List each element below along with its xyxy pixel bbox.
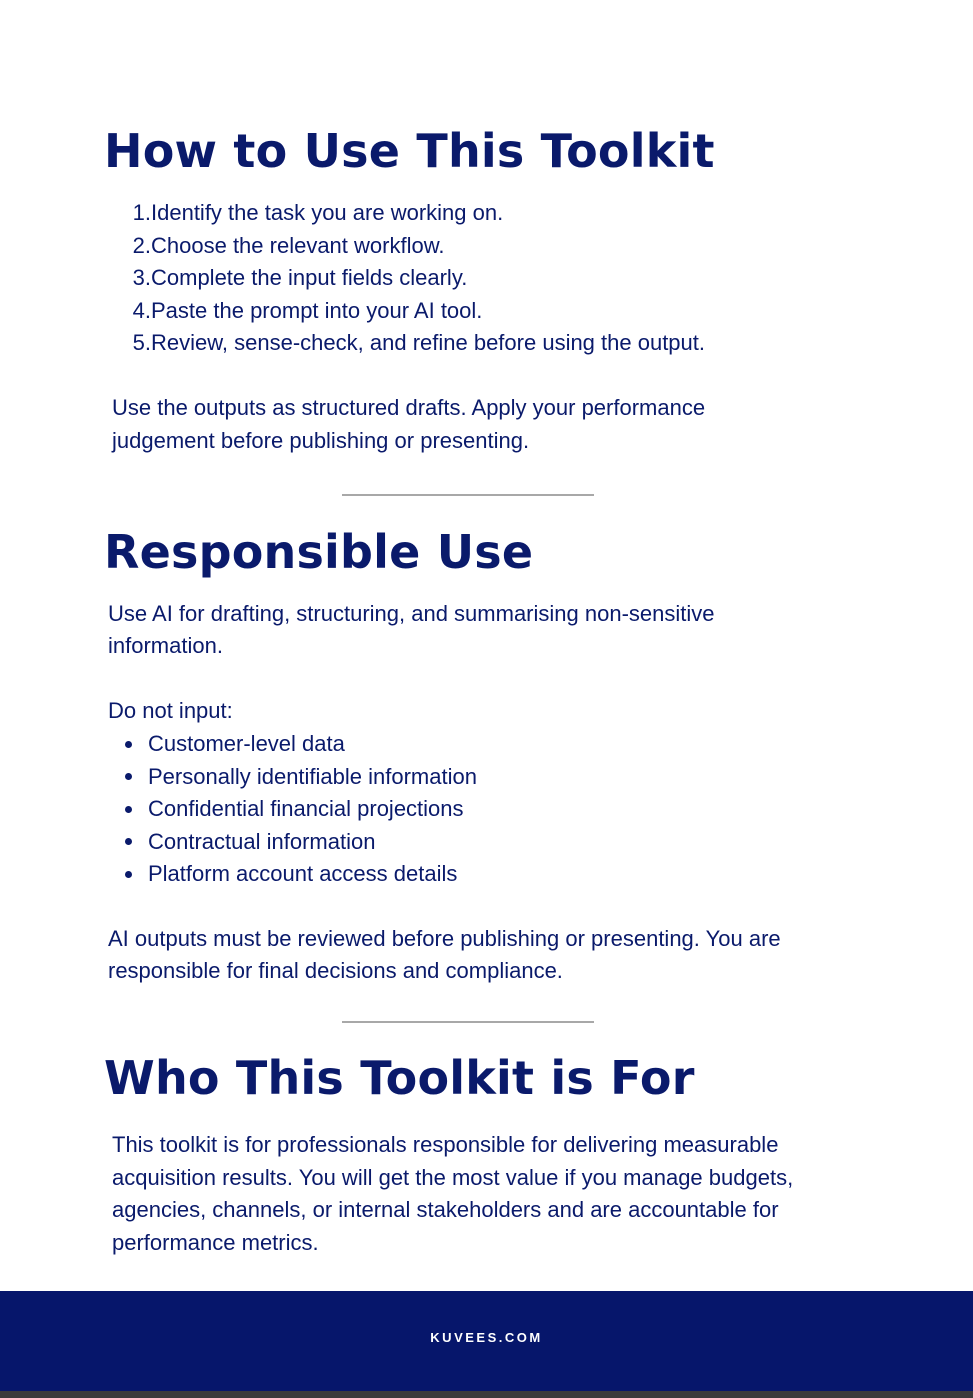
list-item: 4. Paste the prompt into your AI tool.: [132, 297, 483, 323]
steps-list: [113, 197, 705, 360]
usage-note-line-2: judgement before publishing or presenting.: [112, 428, 530, 453]
section-title-who-for: Who This Toolkit is For: [104, 1051, 695, 1105]
section-divider: [342, 494, 594, 496]
bullet-icon: [125, 838, 132, 845]
section-title-responsible-use: Responsible Use: [104, 525, 534, 579]
audience-body-line-4: performance metrics.: [112, 1230, 319, 1255]
list-item: Confidential financial projections: [120, 793, 477, 826]
do-not-input-label: Do not input:: [108, 698, 233, 723]
list-item: Contractual information: [120, 826, 477, 859]
responsible-intro-line-2: information.: [108, 633, 223, 658]
section-title-how-to-use: How to Use This Toolkit: [104, 124, 715, 178]
audience-body-line-3: agencies, channels, or internal stakeholders and are accountable for: [112, 1197, 779, 1222]
usage-note-line-1: Use the outputs as structured drafts. Apply your performance: [112, 395, 706, 420]
responsible-closing-line-2: responsible for final decisions and compliance.: [108, 958, 563, 983]
audience-body-line-1: This toolkit is for professionals responsible for delivering measurable: [112, 1132, 779, 1157]
list-item: Personally identifiable information: [120, 761, 477, 794]
footer-site-link[interactable]: KUVEES.COM: [430, 1330, 543, 1345]
list-item: Platform account access details: [120, 858, 477, 891]
responsible-closing-line-1: AI outputs must be reviewed before publishing or presenting. You are: [108, 926, 781, 951]
bullet-icon: [125, 806, 132, 813]
bullet-icon: [125, 871, 132, 878]
list-item: 1. Identify the task you are working on.: [132, 200, 504, 225]
section-divider: [342, 1021, 594, 1023]
restricted-data-list: [120, 728, 477, 891]
responsible-intro-line-1: Use AI for drafting, structuring, and summarising non-sensitive: [108, 601, 715, 626]
list-item: Customer-level data: [120, 728, 477, 761]
list-item: 3. Complete the input fields clearly.: [132, 265, 468, 290]
bullet-icon: [125, 741, 132, 748]
list-item: 5. Review, sense-check, and refine before using the output.: [132, 330, 706, 355]
bullet-icon: [125, 773, 132, 780]
list-item: 2. Choose the relevant workflow.: [132, 232, 445, 258]
audience-body-line-2: acquisition results. You will get the most value if you manage budgets,: [112, 1165, 794, 1190]
bottom-edge: [0, 1391, 973, 1398]
